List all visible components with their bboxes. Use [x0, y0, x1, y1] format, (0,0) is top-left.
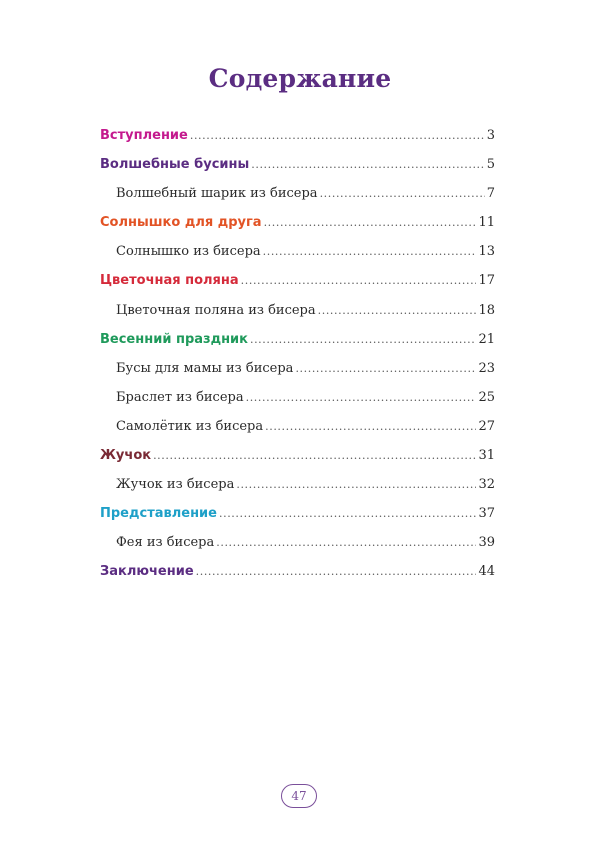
toc-entry-label: Волшебный шарик из бисера — [116, 186, 318, 202]
toc-dot-leader — [190, 121, 485, 150]
toc-entry-page: 13 — [478, 244, 495, 260]
toc-section-entry[interactable] — [100, 470, 495, 499]
toc-chapter-entry[interactable] — [100, 499, 495, 528]
toc-section-entry[interactable] — [100, 354, 495, 383]
toc-entry-label: Солнышко из бисера — [116, 244, 261, 260]
toc-entry-page: 31 — [478, 448, 495, 464]
toc-entry-page: 7 — [486, 186, 495, 202]
toc-entry-label: Весенний праздник — [100, 331, 248, 347]
toc-entry-page: 27 — [478, 418, 495, 434]
toc-dot-leader — [295, 354, 476, 383]
toc-chapter-entry[interactable] — [100, 325, 495, 354]
table-of-contents — [100, 121, 495, 587]
toc-entry-label: Вступление — [100, 128, 188, 143]
toc-entry-label: Цветочная поляна из бисера — [116, 302, 316, 318]
toc-entry-page: 21 — [478, 331, 495, 347]
toc-dot-leader — [263, 237, 477, 266]
toc-chapter-entry[interactable] — [100, 557, 495, 586]
toc-entry-page: 5 — [486, 157, 495, 173]
page-title: Содержание — [208, 64, 392, 93]
toc-dot-leader — [241, 266, 477, 295]
toc-dot-leader — [251, 150, 484, 179]
toc-entry-page: 23 — [478, 360, 495, 376]
toc-section-entry[interactable] — [100, 179, 495, 208]
toc-dot-leader — [153, 441, 476, 470]
toc-dot-leader — [246, 383, 477, 412]
toc-entry-page: 11 — [478, 215, 495, 231]
page-number-badge: 47 — [281, 784, 317, 808]
toc-entry-page: 25 — [478, 389, 495, 405]
toc-chapter-entry[interactable] — [100, 121, 495, 150]
toc-entry-label: Волшебные бусины — [100, 157, 250, 173]
toc-entry-page: 32 — [478, 477, 495, 493]
toc-section-entry[interactable] — [100, 412, 495, 441]
toc-dot-leader — [219, 499, 476, 528]
toc-section-entry[interactable] — [100, 528, 495, 557]
toc-section-entry[interactable] — [100, 296, 495, 325]
toc-dot-leader — [250, 325, 476, 354]
toc-dot-leader — [264, 208, 477, 237]
toc-chapter-entry[interactable] — [100, 208, 495, 237]
toc-entry-label: Представление — [100, 506, 217, 522]
toc-dot-leader — [216, 528, 476, 557]
toc-dot-leader — [318, 296, 477, 325]
toc-entry-label: Заключение — [100, 564, 194, 580]
toc-entry-label: Цветочная поляна — [100, 273, 239, 289]
toc-entry-page: 39 — [478, 535, 495, 551]
toc-entry-label: Бусы для мамы из бисера — [116, 360, 294, 376]
toc-entry-page: 37 — [478, 506, 495, 522]
toc-entry-page: 17 — [478, 273, 495, 289]
toc-entry-label: Фея из бисера — [116, 535, 215, 551]
toc-entry-label: Жучок — [100, 448, 152, 464]
toc-dot-leader — [320, 179, 485, 208]
toc-entry-page: 18 — [478, 302, 495, 318]
toc-entry-page: 3 — [486, 128, 495, 143]
toc-dot-leader — [236, 470, 476, 499]
toc-section-entry[interactable] — [100, 383, 495, 412]
toc-entry-label: Браслет из бисера — [116, 389, 244, 405]
toc-chapter-entry[interactable] — [100, 150, 495, 179]
toc-entry-label: Жучок из бисера — [116, 477, 235, 493]
toc-entry-page: 44 — [478, 564, 495, 580]
toc-entry-label: Самолётик из бисера — [116, 418, 264, 434]
toc-dot-leader — [196, 557, 477, 586]
toc-entry-label: Солнышко для друга — [100, 215, 262, 231]
toc-dot-leader — [265, 412, 476, 441]
toc-chapter-entry[interactable] — [100, 266, 495, 295]
toc-section-entry[interactable] — [100, 237, 495, 266]
toc-chapter-entry[interactable] — [100, 441, 495, 470]
